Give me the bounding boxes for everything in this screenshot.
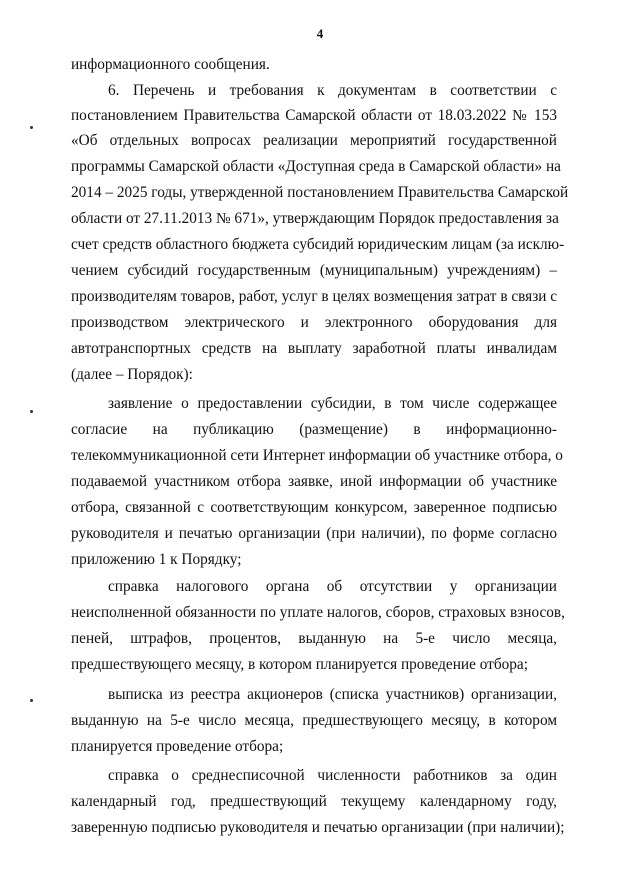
text-line: чением субсидий государственным (муниципальным) учреждениям) – — [71, 262, 557, 279]
margin-dot — [30, 410, 33, 413]
text-line: программы Самарской области «Доступная среда в Самарской области» на — [71, 158, 561, 175]
text-line: «Об отдельных вопросах реализации мероприятий государственной — [71, 132, 557, 149]
text-line: руководителя и печатью организации (при наличии), по форме согласно — [71, 525, 557, 542]
text-line: производителям товаров, работ, услуг в целях возмещения затрат в связи с — [71, 288, 558, 305]
text-line: постановлением Правительства Самарской области от 18.03.2022 № 153 — [71, 107, 557, 124]
text-line: области от 27.11.2013 № 671», утверждающим Порядок предоставления за — [71, 210, 559, 227]
text-line: телекоммуникационной сети Интернет информации об участнике отбора, о — [71, 447, 563, 464]
text-line: неисполненной обязанности по уплате налогов, сборов, страховых взносов, — [71, 604, 565, 621]
text-line: 2014 – 2025 годы, утвержденной постановлением Правительства Самарской — [71, 184, 569, 201]
paragraph-first-line: справка о среднесписочной численности работников за один — [108, 767, 557, 784]
text-line: автотранспортных средств на выплату заработной платы инвалидам — [71, 340, 557, 357]
text-line: заверенную подписью руководителя и печатью организации (при наличии); — [71, 819, 565, 836]
margin-dot — [30, 699, 33, 702]
text-line: приложению 1 к Порядку; — [71, 551, 242, 568]
paragraph-first-line: 6. Перечень и требования к документам в соответствии с — [108, 82, 557, 99]
text-line: пеней, штрафов, процентов, выданную на 5-е число месяца, — [71, 630, 557, 647]
text-line: календарный год, предшествующий текущему календарному году, — [71, 793, 557, 810]
text-line: согласие на публикацию (размещение) в информационно- — [71, 421, 557, 438]
paragraph-first-line: заявление о предоставлении субсидии, в том числе содержащее — [108, 395, 557, 412]
text-line: предшествующего месяцу, в котором планируется проведение отбора; — [71, 656, 528, 673]
text-line: выданную на 5-е число месяца, предшествующего месяцу, в котором — [71, 712, 557, 729]
text-line: планируется проведение отбора; — [71, 738, 284, 755]
text-line: отбора, связанной с соответствующим конкурсом, заверенное подписью — [71, 499, 557, 516]
paragraph-first-line: справка налогового органа об отсутствии у организации — [108, 578, 557, 595]
text-line: производством электрического и электронного оборудования для — [71, 314, 557, 331]
text-line: (далее – Порядок): — [71, 366, 193, 383]
paragraph-first-line: выписка из реестра акционеров (списка участников) организации, — [108, 686, 557, 703]
margin-dot — [30, 126, 33, 129]
text-line: счет средств областного бюджета субсидий юридическим лицам (за исклю- — [71, 236, 565, 253]
page-number: 4 — [316, 26, 324, 41]
text-line: информационного сообщения. — [71, 56, 270, 73]
text-line: подаваемой участником отбора заявке, иной информации об участнике — [71, 473, 557, 490]
